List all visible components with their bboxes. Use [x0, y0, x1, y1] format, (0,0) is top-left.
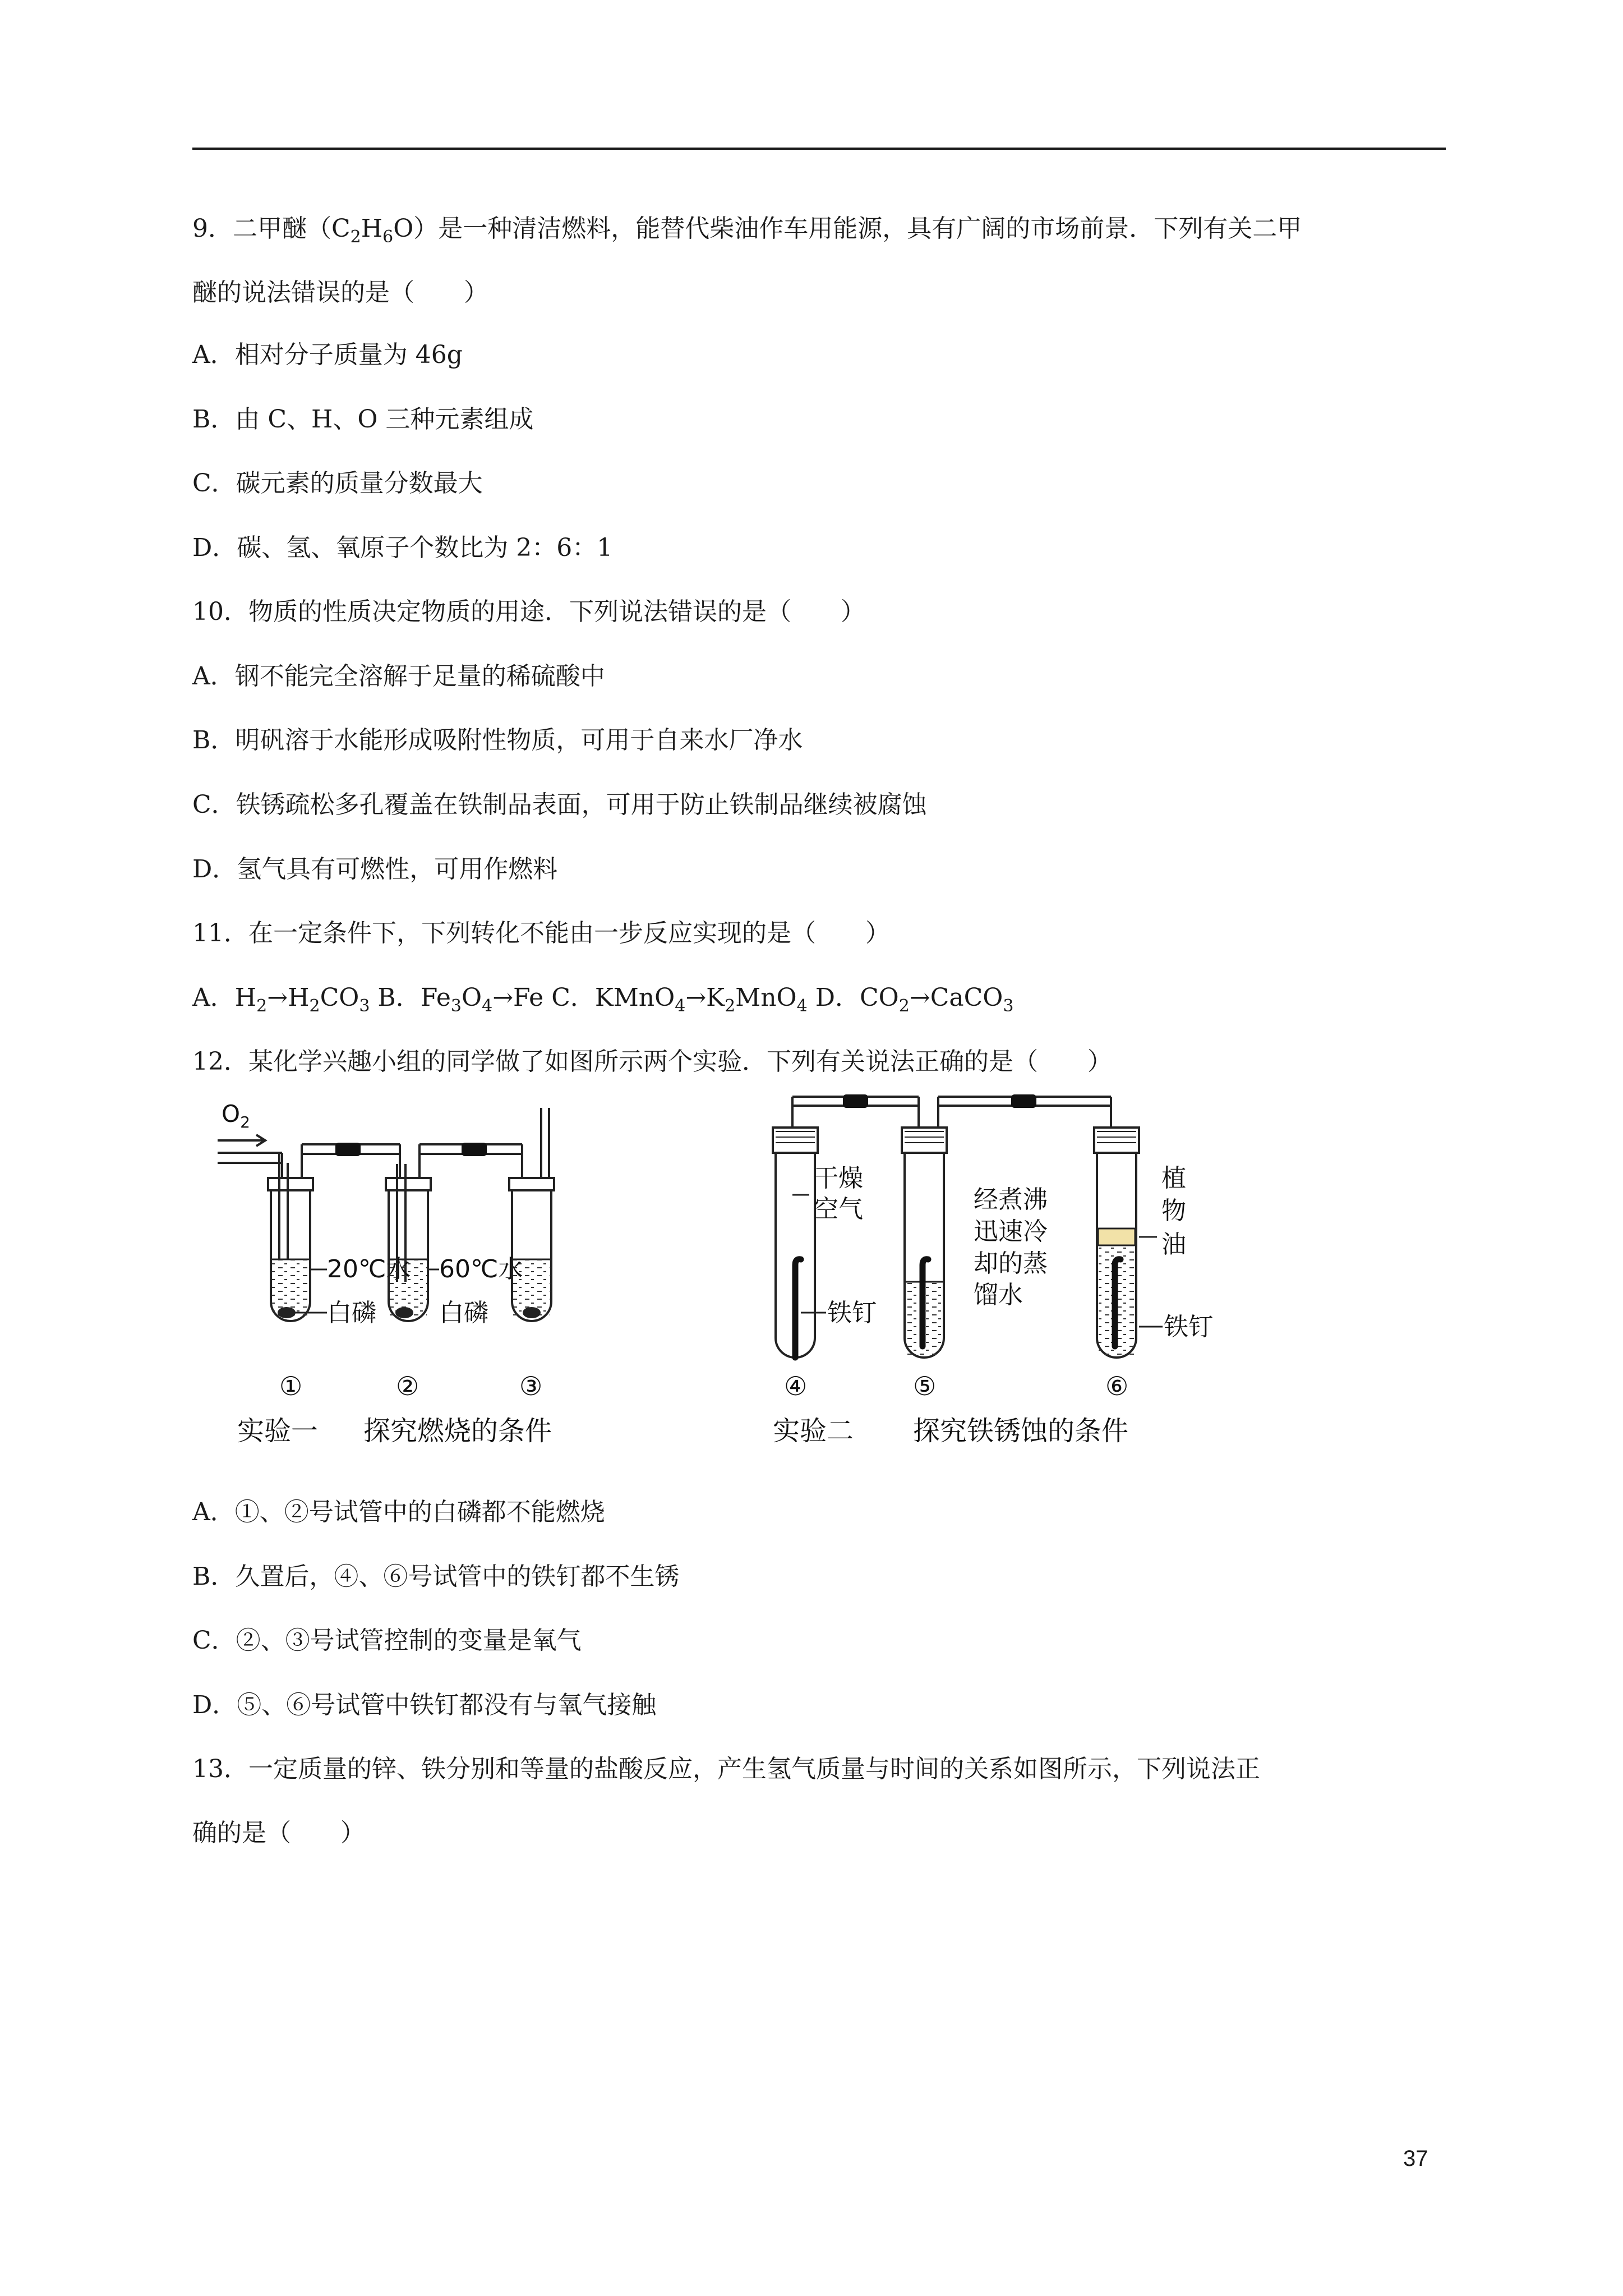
iron-nail-label-2: 铁钉: [1164, 1313, 1213, 1341]
q9-stem-line1: 9．二甲醚$(C_2H_6O)$是一种清洁燃料，能替代柴油作车用能源，具有广阔的市场前景．下列有关二甲: [192, 214, 1302, 247]
dry-air-label-1: 干燥: [814, 1164, 863, 1193]
q12-option-d: D．⑤、⑥号试管中铁钉都没有与氧气接触: [192, 1691, 657, 1719]
tube-5-number: ⑤: [913, 1371, 937, 1401]
tube-3-number: ③: [519, 1371, 543, 1401]
q10-option-d: D．氢气具有可燃性，可用作燃料: [192, 855, 558, 884]
iron-nail-label-1: 铁钉: [827, 1299, 877, 1327]
boiled-water-line4: 馏水: [974, 1281, 1023, 1309]
q9-option-d: D．碳、氢、氧原子个数比为 2：6：1: [192, 533, 613, 562]
q11-stem: 11．在一定条件下，下列转化不能由一步反应实现的是（ ）: [192, 919, 890, 947]
experiment-2-desc: 探究铁锈蚀的条件: [913, 1415, 1129, 1447]
experiment-2-label: 实验二: [773, 1415, 854, 1447]
boiled-water-line3: 却的蒸: [974, 1249, 1048, 1278]
tube-2-number: ②: [396, 1371, 419, 1401]
plant-oil-label-2: 物: [1161, 1197, 1186, 1225]
experiment-figure: [215, 1091, 1246, 1450]
q12-option-b: B．久置后，④、⑥号试管中的铁钉都不生锈: [192, 1562, 680, 1591]
q12-option-a: A．①、②号试管中的白磷都不能燃烧: [192, 1498, 605, 1526]
q13-stem-line2: 确的是（ ）: [192, 1819, 365, 1847]
water-20c-label: 20℃水: [327, 1255, 411, 1283]
tube-1-number: ①: [279, 1371, 303, 1401]
white-phosphorus-label-2: 白磷: [439, 1299, 488, 1327]
q9-option-b: B．由 C、H、O 三种元素组成: [192, 405, 534, 434]
o2-label: $O_2$: [222, 1100, 250, 1131]
experiment-1-label: 实验一: [237, 1415, 319, 1447]
q9-option-c: C．碳元素的质量分数最大: [192, 469, 483, 498]
q10-option-a: A．钢不能完全溶解于足量的稀硫酸中: [192, 662, 605, 691]
tube-6-number: ⑥: [1105, 1371, 1129, 1401]
header-rule: [192, 148, 1446, 150]
q9-stem-line2: 醚的说法错误的是（ ）: [192, 278, 488, 307]
q11-options: A．$H_2\to H_2CO_3$ B．$Fe_3O_4\to Fe$ C．$KMnO_4\to K_2MnO_4$ D．$CO_2\to CaCO_3$: [192, 983, 1014, 1016]
tube-4-number: ④: [784, 1371, 808, 1401]
q13-stem-line1: 13．一定质量的锌、铁分别和等量的盐酸反应，产生氢气质量与时间的关系如图所示，下列说法正: [192, 1755, 1260, 1783]
q9-option-a: A．相对分子质量为 46g: [192, 341, 463, 369]
boiled-water-line2: 迅速冷: [974, 1217, 1048, 1246]
plant-oil-label-3: 油: [1161, 1230, 1186, 1259]
q10-option-b: B．明矾溶于水能形成吸附性物质，可用于自来水厂净水: [192, 726, 803, 754]
q12-stem: 12．某化学兴趣小组的同学做了如图所示两个实验．下列有关说法正确的是（ ）: [192, 1047, 1112, 1076]
dry-air-label-2: 空气: [814, 1195, 863, 1223]
water-60c-label: 60℃水: [439, 1255, 523, 1283]
q10-option-c: C．铁锈疏松多孔覆盖在铁制品表面，可用于防止铁制品继续被腐蚀: [192, 790, 927, 819]
plant-oil-label-1: 植: [1161, 1164, 1186, 1193]
boiled-water-line1: 经煮沸: [974, 1185, 1048, 1214]
experiment-1-desc: 探究燃烧的条件: [363, 1415, 552, 1447]
q10-stem: 10．物质的性质决定物质的用途．下列说法错误的是（ ）: [192, 597, 865, 626]
q12-option-c: C．②、③号试管控制的变量是氧气: [192, 1626, 582, 1655]
page-number: 37: [1403, 2146, 1428, 2171]
white-phosphorus-label-1: 白磷: [327, 1299, 376, 1327]
